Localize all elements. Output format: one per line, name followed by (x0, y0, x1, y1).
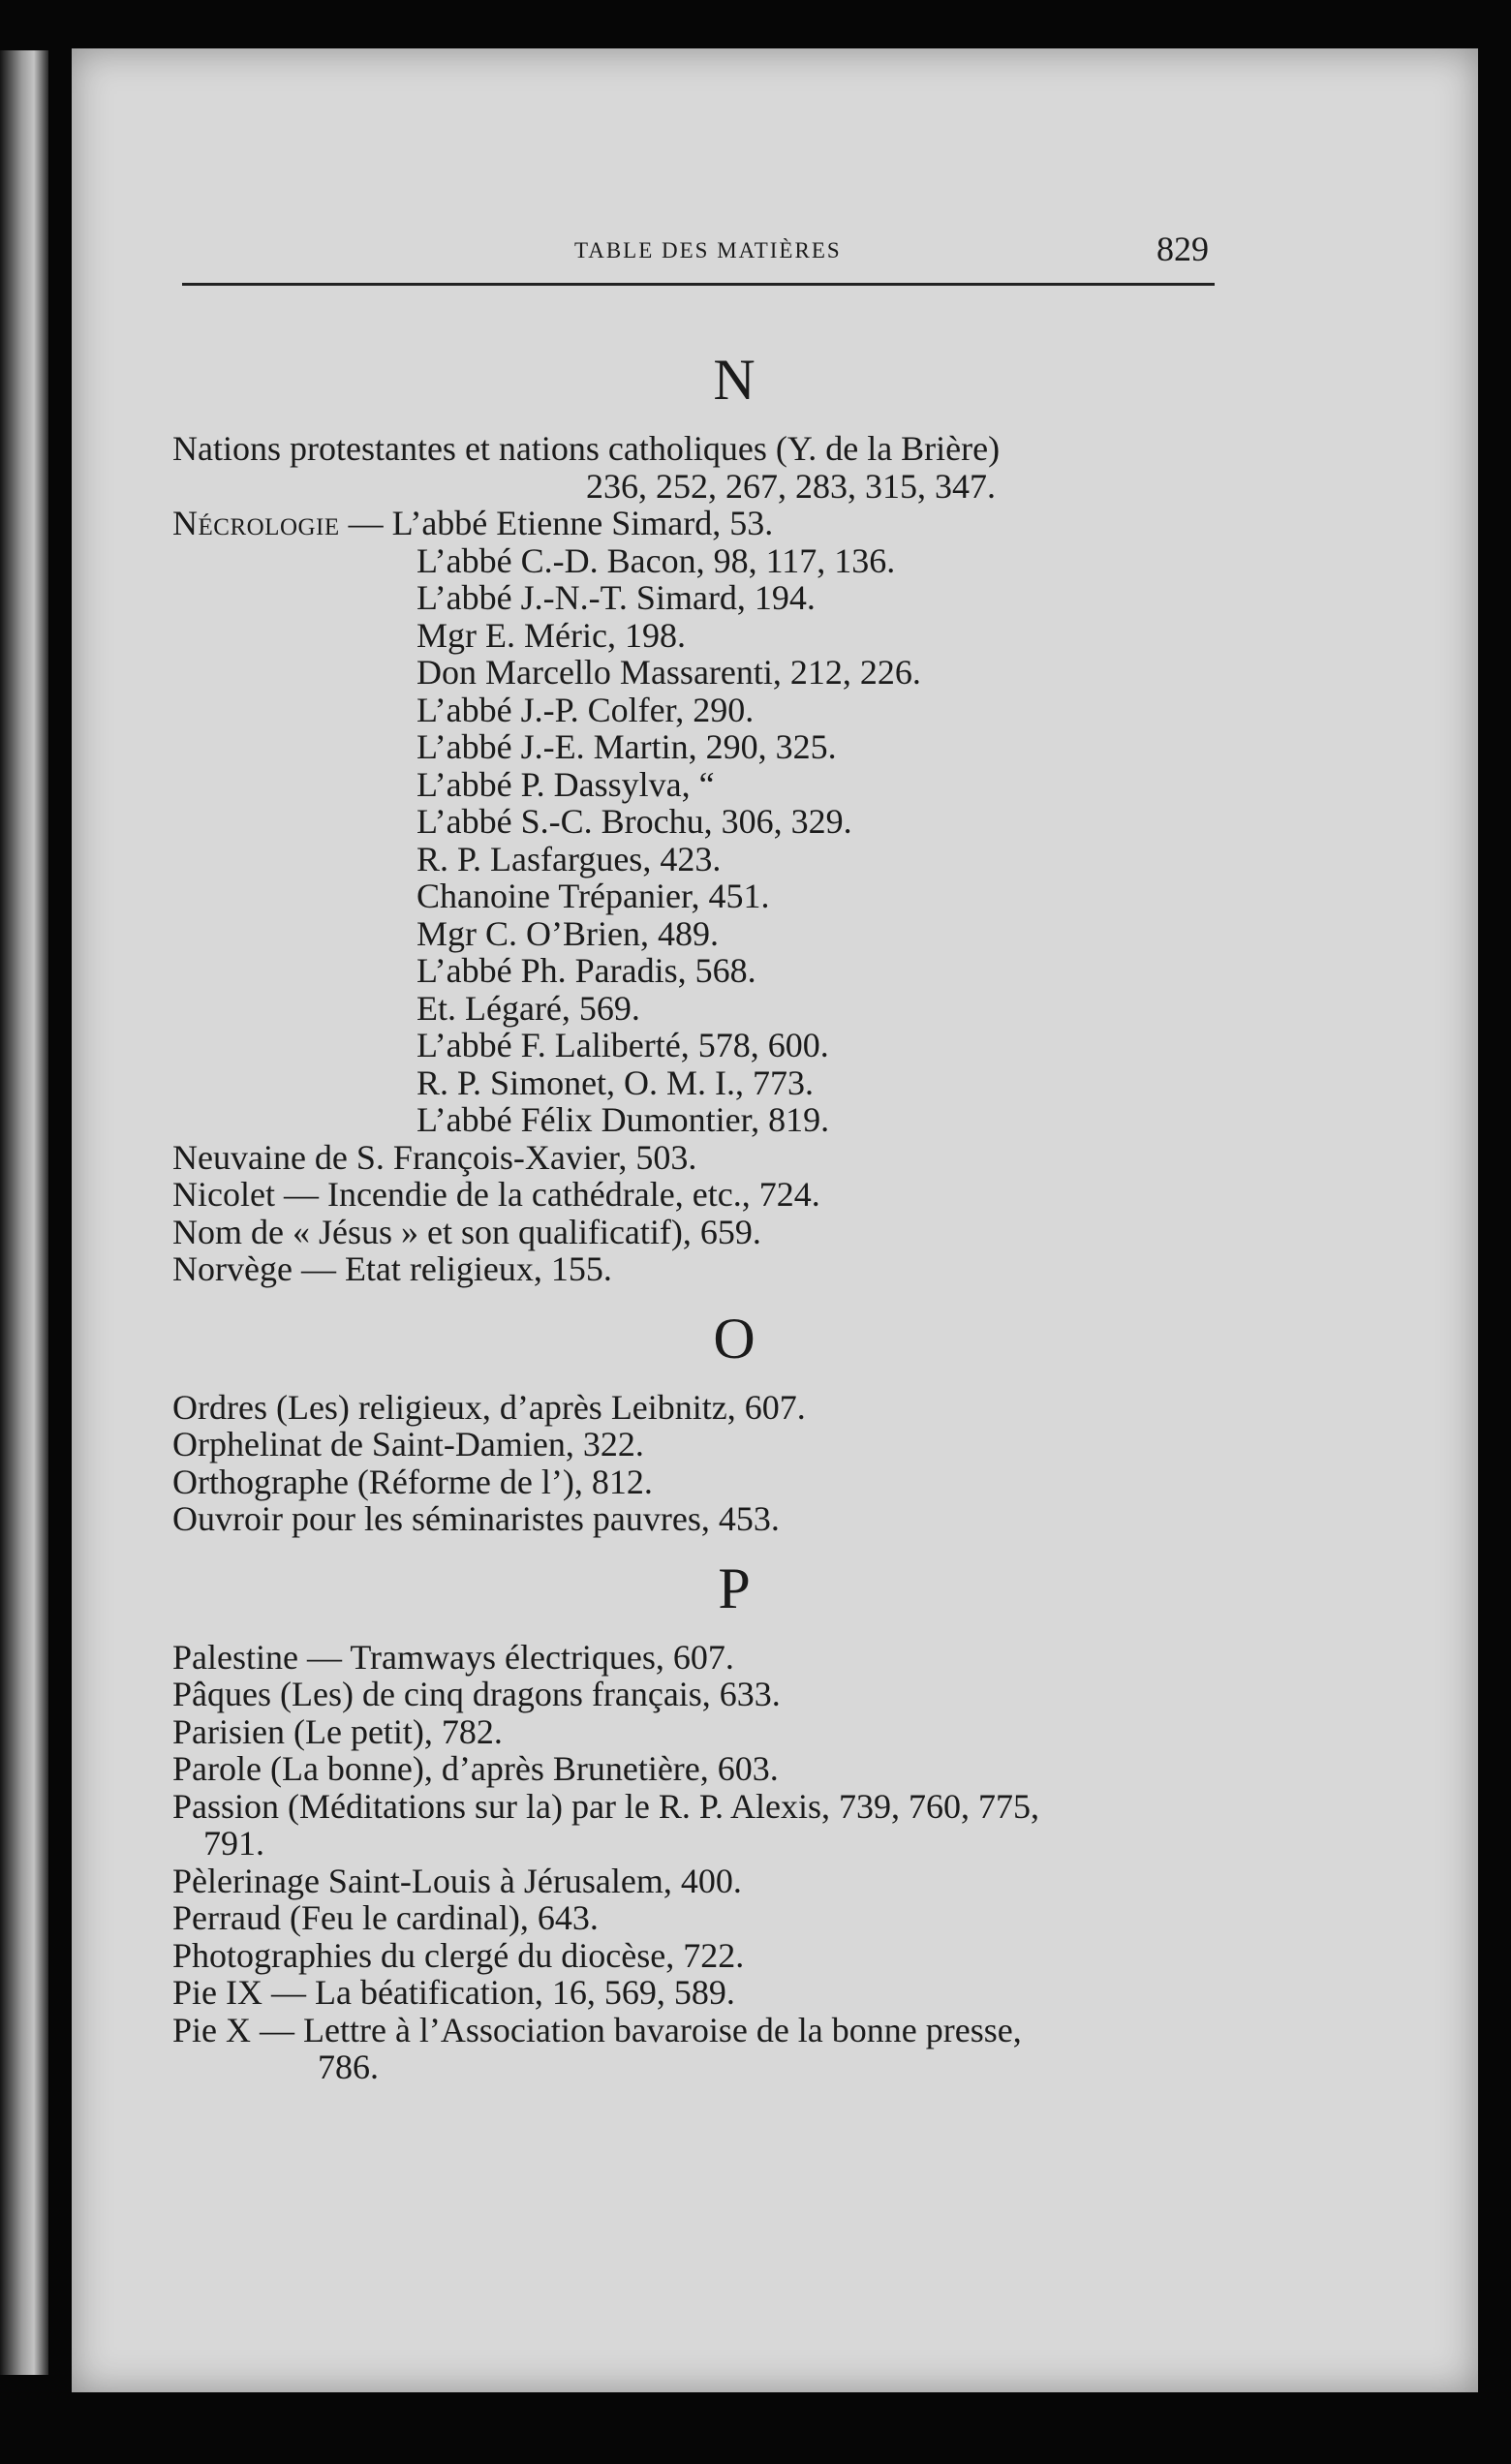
running-title: TABLE DES MATIÈRES (574, 238, 842, 262)
necrologie-item: L’abbé Félix Dumontier, 819. (416, 1100, 830, 1139)
index-entry: Pie IX — La béatification, 16, 569, 589. (172, 1973, 735, 2012)
necrologie-item: Don Marcello Massarenti, 212, 226. (416, 653, 921, 692)
entry-text: Pie X — Lettre à l’Association bavaroise de la bonne presse, (172, 2010, 1022, 2049)
necrologie-item: L’abbé J.-P. Colfer, 290. (416, 690, 755, 729)
necrologie-item: Mgr E. Méric, 198. (416, 615, 686, 655)
header-rule (182, 283, 1215, 286)
entry-text: Passion (Méditations sur la) par le R. P. Alexis, 739, 760, 775, (172, 1786, 1039, 1826)
index-entry-nations (172, 430, 1238, 505)
index-entry-necrologie (172, 505, 1238, 542)
index-entry: Parisien (Le petit), 782. (172, 1711, 503, 1751)
index-entry: Norvège — Etat religieux, 155. (172, 1249, 612, 1288)
necrologie-item: Et. Légaré, 569. (416, 988, 640, 1028)
index-entry: Nicolet — Incendie de la cathédrale, etc., 724. (172, 1175, 820, 1214)
necrologie-item: Mgr C. O’Brien, 489. (416, 913, 719, 953)
necrologie-item: L’abbé J.-N.-T. Simard, 194. (416, 578, 816, 617)
necrologie-item: R. P. Lasfargues, 423. (416, 839, 722, 878)
necrologie-item: L’abbé F. Laliberté, 578, 600. (416, 1026, 829, 1064)
page-number: 829 (1156, 230, 1209, 268)
section-letter-p: P (718, 1555, 751, 1620)
section-letter-o: O (713, 1306, 756, 1371)
necrologie-first-item: — L’abbé Etienne Simard, 53. (339, 504, 774, 542)
entry-continuation: 791. (203, 1824, 264, 1863)
necrologie-item: L’abbé C.-D. Bacon, 98, 117, 136. (416, 540, 896, 580)
index-entry: Pâques (Les) de cinq dragons français, 633. (172, 1675, 781, 1713)
running-header (182, 223, 1215, 281)
necrologie-item: L’abbé J.-E. Martin, 290, 325. (416, 727, 837, 766)
index-entry: Neuvaine de S. François-Xavier, 503. (172, 1137, 697, 1177)
section-letter-n: N (713, 348, 756, 412)
necrologie-item: L’abbé Ph. Paradis, 568. (416, 951, 756, 990)
index-entry: Perraud (Feu le cardinal), 643. (172, 1898, 599, 1937)
necrologie-item: R. P. Simonet, O. M. I., 773. (416, 1063, 815, 1102)
index-content (172, 329, 1238, 2086)
index-entry: Ouvroir pour les séminaristes pauvres, 453. (172, 1499, 780, 1538)
index-entry: Ordres (Les) religieux, d’après Leibnitz, 607. (172, 1387, 806, 1427)
index-entry-pie-x (172, 2012, 1238, 2086)
index-entry: Photographies du clergé du diocèse, 722. (172, 1935, 745, 1975)
necrologie-item: Chanoine Trépanier, 451. (416, 877, 770, 915)
adjacent-page-edge (0, 50, 48, 2375)
entry-continuation: 786. (318, 2048, 379, 2086)
necrologie-item: L’abbé S.-C. Brochu, 306, 329. (416, 802, 852, 841)
necrologie-label: Nécrologie (172, 504, 340, 542)
entry-continuation: 236, 252, 267, 283, 315, 347. (586, 466, 996, 506)
index-entry: Nom de « Jésus » et son qualificatif), 659. (172, 1212, 761, 1251)
index-entry: Parole (La bonne), d’après Brunetière, 603. (172, 1749, 779, 1788)
entry-text: Nations protestantes et nations catholiques (Y. de la Brière) (172, 429, 1001, 468)
index-entry: Orphelinat de Saint-Damien, 322. (172, 1425, 644, 1463)
index-entry: Pèlerinage Saint-Louis à Jérusalem, 400. (172, 1861, 742, 1900)
index-entry: Orthographe (Réforme de l’), 812. (172, 1462, 653, 1501)
index-entry-passion (172, 1788, 1238, 1863)
index-entry: Palestine — Tramways électriques, 607. (172, 1637, 734, 1677)
necrologie-item: L’abbé P. Dassylva, “ (416, 764, 715, 804)
